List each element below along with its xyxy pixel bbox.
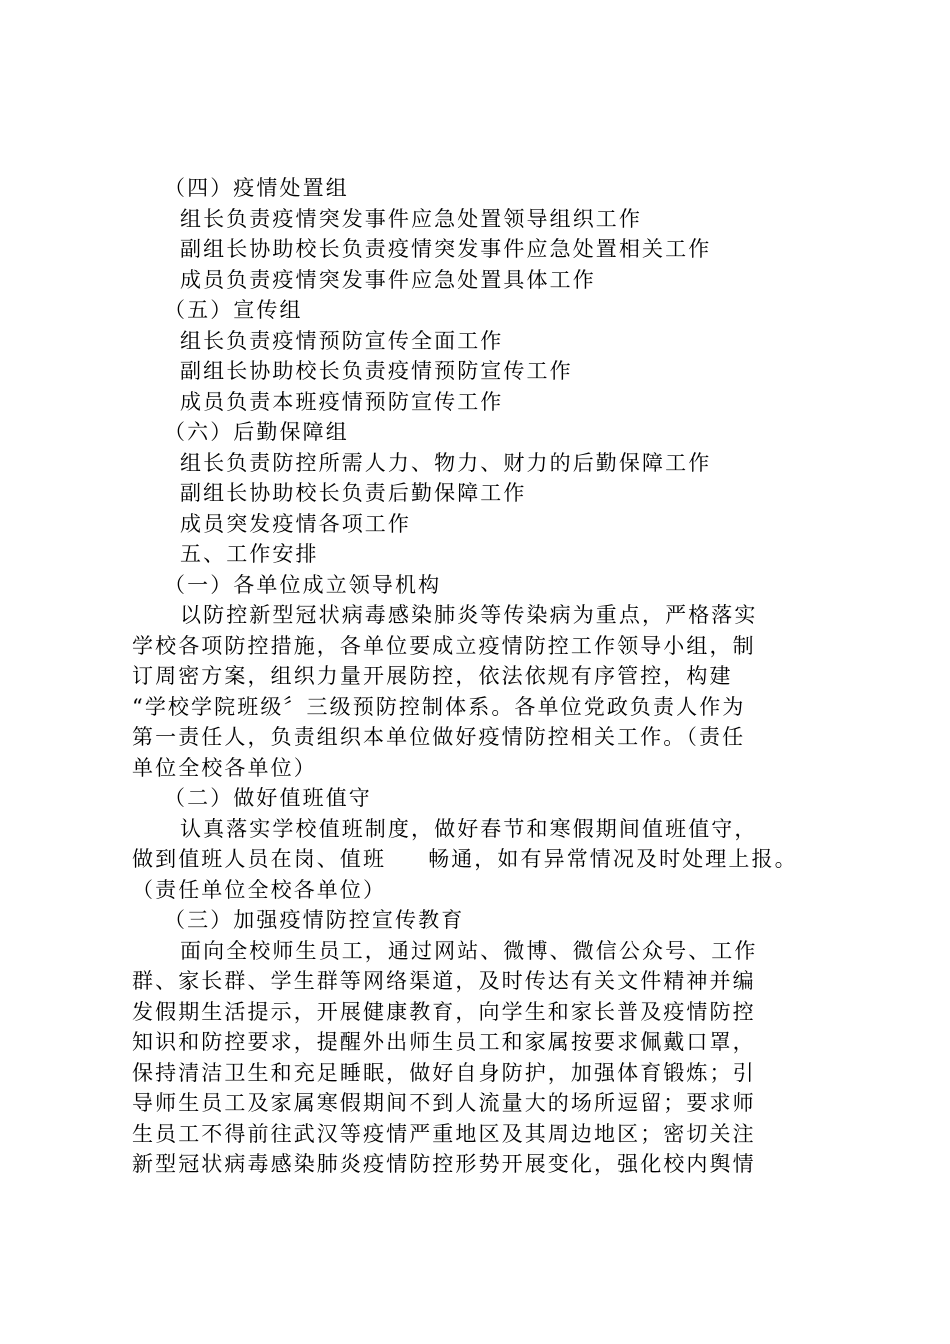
text-line: 副组长协助校长负责后勤保障工作 <box>180 481 527 505</box>
text-line: 成员负责疫情突发事件应急处置具体工作 <box>180 267 596 292</box>
paragraph-line: 保持清洁卫生和充足睡眠，做好自身防护，加强体育锻炼；引 <box>132 1060 756 1085</box>
subsection-title: （二）做好值班值守 <box>164 786 372 810</box>
paragraph-line: 面向全校师生员工，通过网站、微博、微信公众号、工作 <box>180 938 758 963</box>
paragraph-line: 第一责任人，负责组织本单位做好疫情防控相关工作。（责任 <box>132 725 746 749</box>
part-heading: 五、工作安排 <box>180 542 319 566</box>
text-line: 成员负责本班疫情预防宣传工作 <box>180 389 504 414</box>
text-line: 组长负责疫情预防宣传全面工作 <box>180 328 504 353</box>
paragraph-line <box>132 844 822 875</box>
paragraph-line: 学校各项防控措施，各单位要成立疫情防控工作领导小组，制 <box>132 633 756 658</box>
section-title: （五）宣传组 <box>164 298 303 322</box>
paragraph-line: 单位全校各单位） <box>132 755 317 780</box>
text-line: 副组长协助校长负责疫情预防宣传工作 <box>180 359 573 383</box>
text-line: 组长负责疫情突发事件应急处置领导组织工作 <box>180 206 642 231</box>
paragraph-line: 订周密方案，组织力量开展防控，依法依规有序管控，构建 <box>132 664 733 688</box>
paragraph-line: 以防控新型冠状病毒感染肺炎等传染病为重点，严格落实 <box>180 603 758 627</box>
paragraph-line: 新型冠状病毒感染肺炎疫情防控形势开展变化，强化校内舆情 <box>132 1152 756 1176</box>
paragraph-fragment: 做到值班人员在岗、值班 <box>132 847 387 871</box>
text-line: 成员突发疫情各项工作 <box>180 511 411 536</box>
paragraph-line: 生员工不得前往武汉等疫情严重地区及其周边地区；密切关注 <box>132 1121 756 1146</box>
paragraph-fragment: 畅通，如有异常情况及时处理上报。 <box>428 847 798 871</box>
paragraph-line: 知识和防控要求，提醒外出师生员工和家属按要求佩戴口罩， <box>132 1030 756 1054</box>
document-body <box>132 173 822 1180</box>
text-line: 组长负责防控所需人力、物力、财力的后勤保障工作 <box>180 450 712 475</box>
text-line: 副组长协助校长负责疫情突发事件应急处置相关工作 <box>180 237 712 261</box>
paragraph-line: 认真落实学校值班制度，做好春节和寒假期间值班值守， <box>180 816 758 841</box>
paragraph-line: 发假期生活提示，开展健康教育，向学生和家长普及疫情防控 <box>132 999 756 1024</box>
paragraph-line: （责任单位全校各单位） <box>132 877 387 902</box>
paragraph-line: “学校学院班级〞三级预防控制体系。各单位党政负责人作为 <box>132 694 746 719</box>
paragraph-line: 导师生员工及家属寒假期间不到人流量大的场所逗留；要求师 <box>132 1091 756 1115</box>
subsection-title: （三）加强疫情防控宣传教育 <box>164 908 465 932</box>
section-title: （四）疫情处置组 <box>164 176 349 200</box>
subsection-title: （一）各单位成立领导机构 <box>164 572 442 597</box>
section-title: （六）后勤保障组 <box>164 420 349 444</box>
paragraph-line: 群、家长群、学生群等网络渠道，及时传达有关文件精神并编 <box>132 969 756 993</box>
